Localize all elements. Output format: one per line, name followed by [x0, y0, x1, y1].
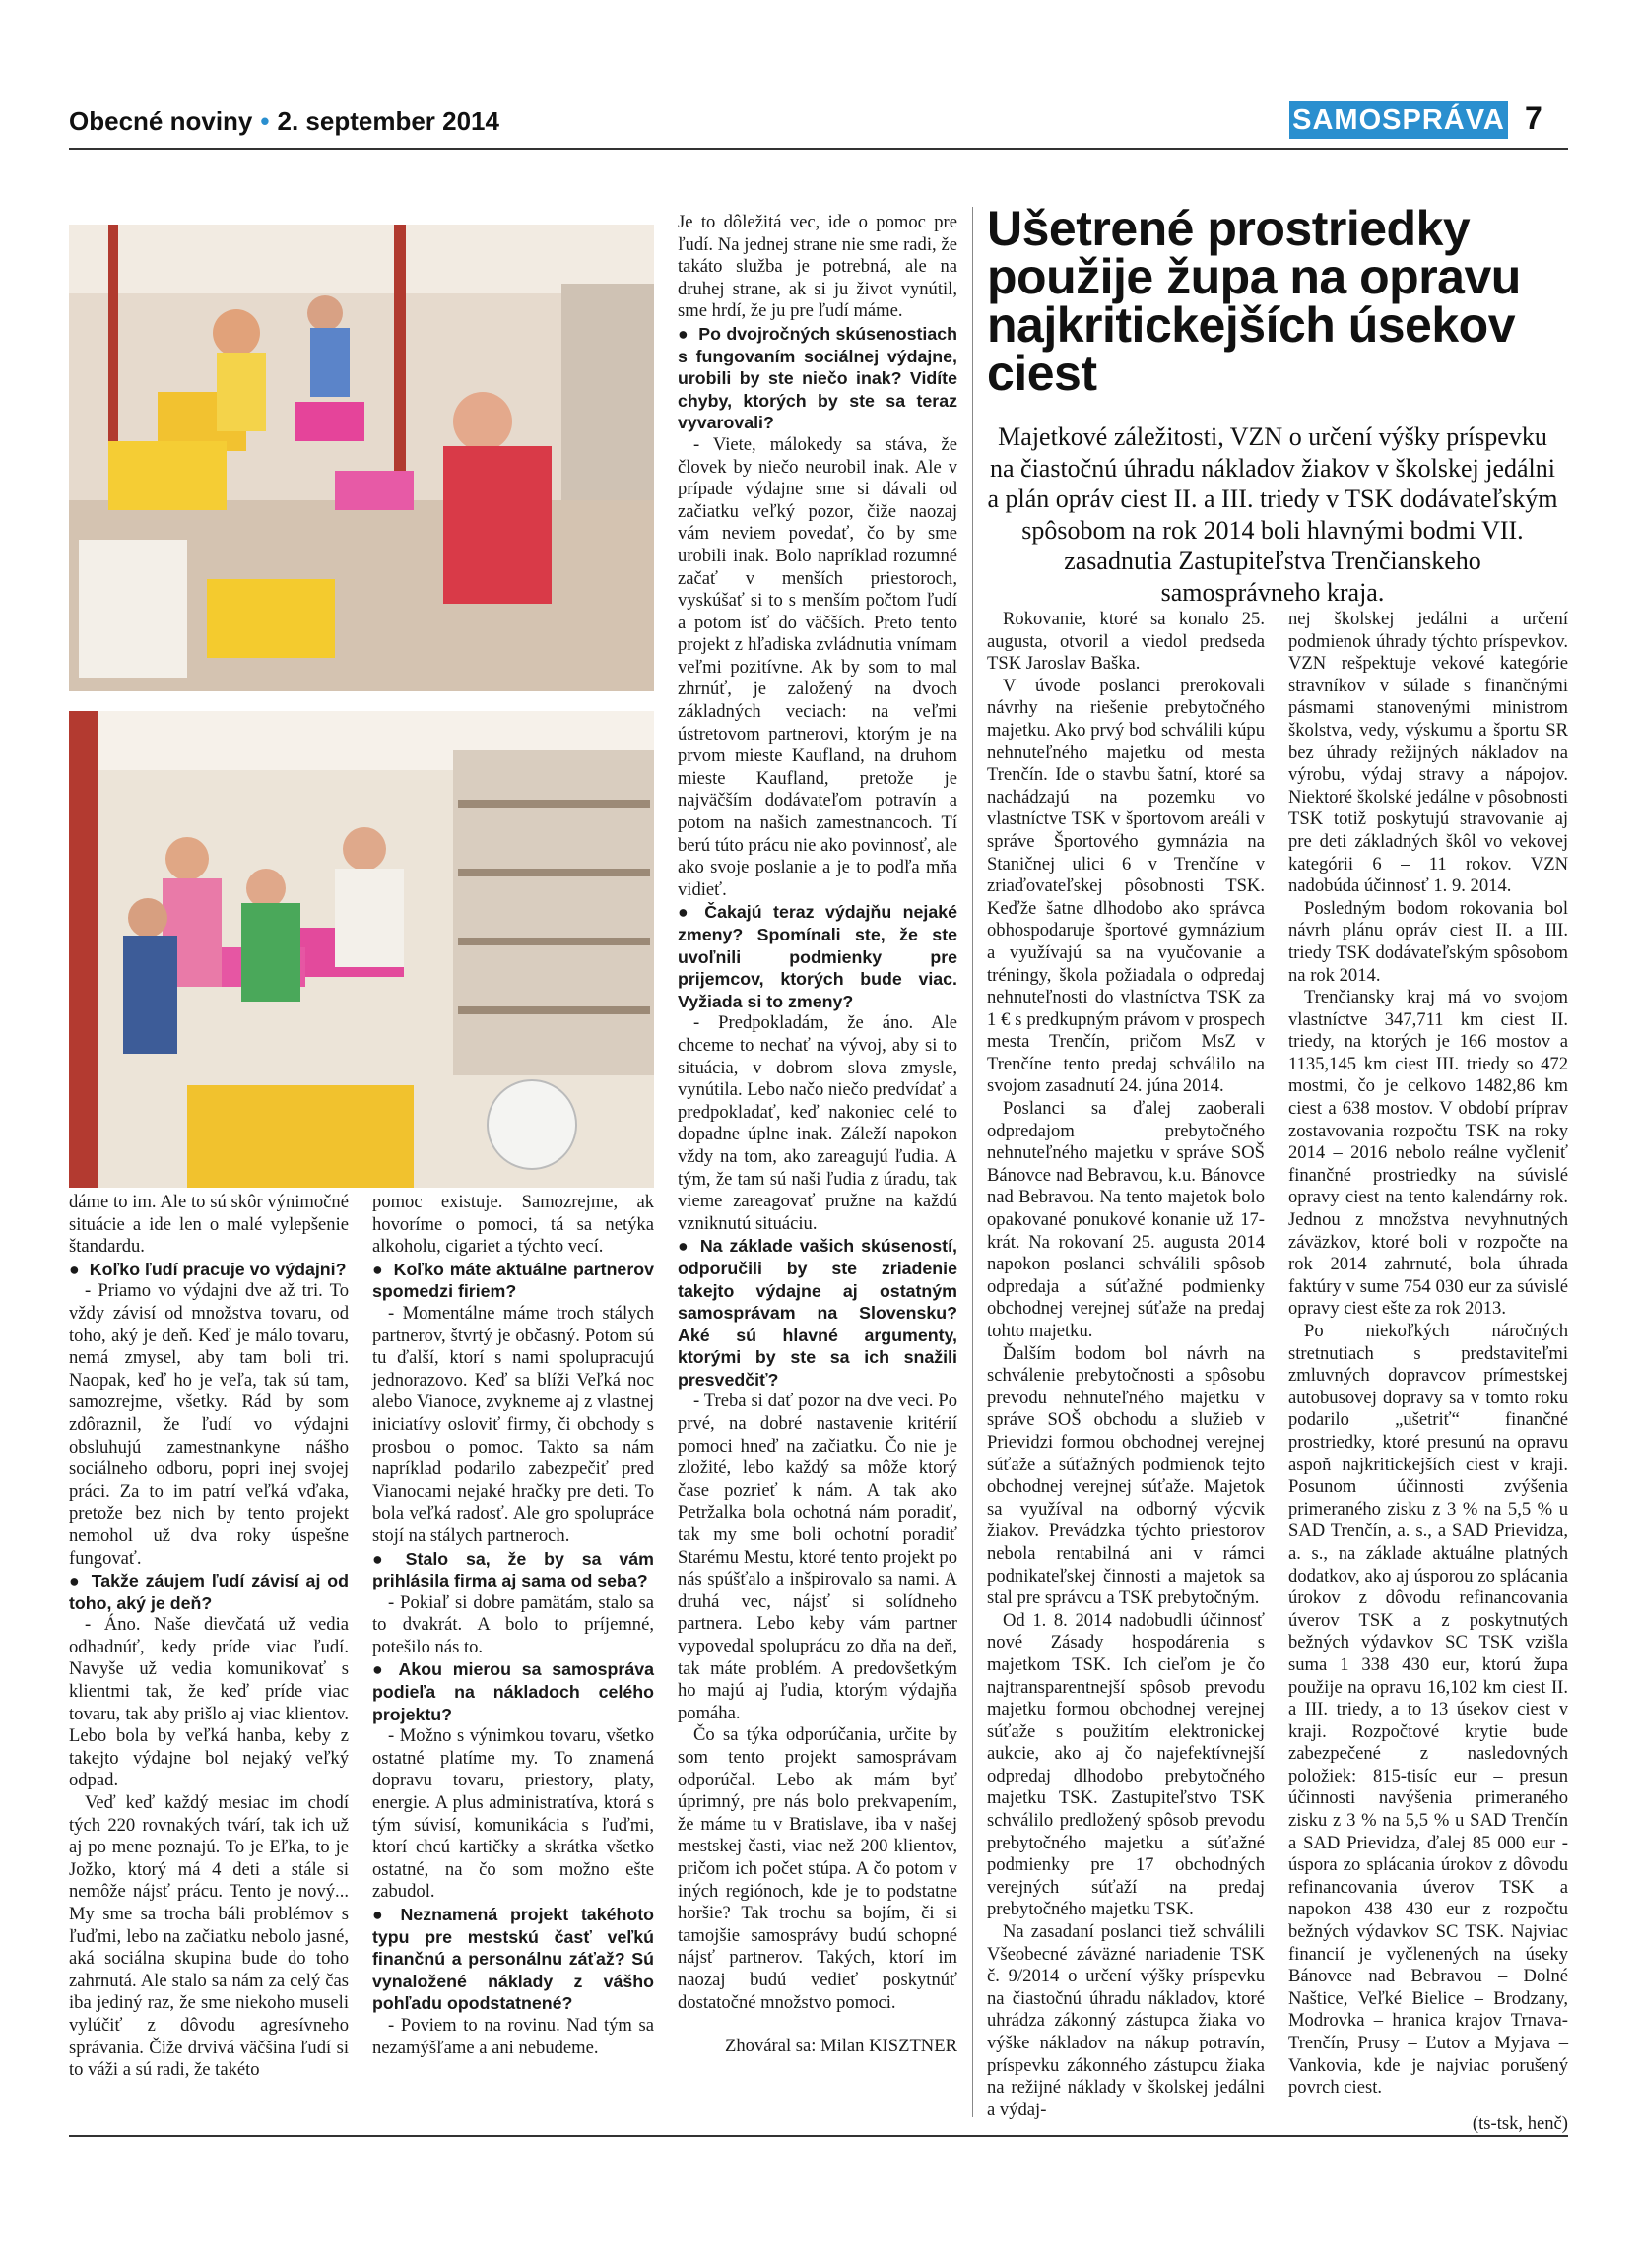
interview-question: ● Na základe vašich skúseností, odporučili by ste zriadenie takejto výdajne aj ostatným samosprávam na Slovensku? Aké sú hlavné argumenty, ktorými by ste sa ich snažili presvedčiť?	[678, 1235, 957, 1391]
paragraph: dáme to im. Ale to sú skôr výnimočné situácie a ide len o malé vylepšenie štandardu.	[69, 1192, 349, 1258]
author-signature: (ts-tsk, henč)	[1472, 2112, 1568, 2134]
interview-question: ● Po dvojročných skúsenostiach s fungovaním sociálnej výdajne, urobili by ste niečo inak? Vidíte chyby, ktorých by ste sa teraz vyvarovali?	[678, 323, 957, 434]
paragraph: - Viete, málokedy sa stáva, že človek by niečo neurobil inak. Ale v prípade výdajne sme si dávali od začiatku veľký pozor, čiže naozaj vám neviem povedať, čo by sme urobili inak. Bolo napríklad rozumné začať v menších priestoroch, vyskúšať si to s menším počtom ľudí a potom ísť do väčších. Preto tento projekt z hľadiska zvládnutia vnímam veľmi pozitívne. Ak by som to mal zhrnúť, je založený na dvoch základných veciach: na veľmi ústretovom partnerovi, ktorým je na prvom mieste Kaufland, na druhom mieste Kaufland, pretože je najväčším dodávateľom potravín a potom na našich zamestnancoch. Tí berú túto prácu nie ako povinnosť, ale ako svoje poslanie a je to podľa mňa vidieť.	[678, 433, 957, 900]
article-headline: Ušetrené prostriedky použije župa na opravu najkritickejších úsekov ciest	[987, 201, 1521, 401]
paragraph: - Treba si dať pozor na dve veci. Po prvé, na dobré nastavenie kritérií pomoci hneď na začiatku. Čo nie je zložité, lebo každý sa môže ktorý čase pozrieť k nám. A tak ako Petržalka bola ochotná nám poradiť, tak my sme boli ochotní poradiť Starému Mestu, ktoré tento projekt po nás spúšťalo a inšpirovalo sa nami. A druhá vec, nájsť si solídneho partnera. Lebo keby vám partner vypovedal spoluprácu zo dňa na deň, tak máte problém. A predovšetkým ho majú aj ľudia, ktorým výdajňa pomáha.	[678, 1391, 957, 1723]
paragraph: nej školskej jedálni a určení podmienok úhrady týchto príspevkov. VZN rešpektuje vekové kategórie stravníkov v súlade s finančnými pásmami stanovenými ministrom školstva, vedy, výskumu a športu SR bez úhrady režijných nákladov na výrobu, výdaj stravy a nápojov. Niektoré školské jedálne v pôsobnosti TSK totiž poskytujú stravovanie aj pre deti základných škôl vo vekovej kategórii 6 – 11 rokov. VZN nadobúda účinnosť 1. 9. 2014.	[1288, 609, 1568, 897]
publication-name: Obecné noviny	[69, 106, 253, 136]
section-label: SAMOSPRÁVA	[1289, 101, 1508, 139]
interviewer-byline: Zhováral sa: Milan KISZTNER	[725, 2036, 957, 2057]
paragraph: - Pokiaľ si dobre pamätám, stalo sa to dvakrát. A bolo to príjemné, potešilo nás to.	[372, 1591, 654, 1657]
interview-question: ● Neznamená projekt takéhoto typu pre mestskú časť veľkú finančnú a personálnu záťaž? Sú vynaložené náklady z vášho pohľadu opodstatnené?	[372, 1904, 654, 2015]
interview-question: ● Takže záujem ľudí závisí aj od toho, aký je deň?	[69, 1570, 349, 1614]
paragraph: Posledným bodom rokovania bol návrh plánu opráv ciest II. a III. triedy TSK dodávateľským spôsobom na rok 2014.	[1288, 897, 1568, 986]
footer-rule	[69, 2135, 1568, 2137]
paragraph: Od 1. 8. 2014 nadobudli účinnosť nové Zásady hospodárenia s majetkom TSK. Ich cieľom je čo najtransparentnejší spôsob prevodu majetku formou obchodnej verejnej súťaže s použitím elektronickej aukcie, ako aj čo najefektívnejší odpredaj dlhodobo prebytočného majetku TSK. Zastupiteľstvo TSK schválilo predložený spôsob prevodu prebytočného majetku a súťažné podmienky pre 17 obchodných verejných súťaží na predaj prebytočného majetku TSK.	[987, 1609, 1265, 1920]
interview-column-2	[372, 1192, 654, 2059]
paragraph: - Áno. Naše dievčatá už vedia odhadnúť, kedy príde viac ľudí. Navyše už vedia komunikovať s klientmi tak, že keď príde viac tovaru, tak aby prišlo aj viac klientov. Lebo bola by veľká hanba, keby z takejto výdajne bol nejaký veľký odpad.	[69, 1614, 349, 1791]
paragraph: Rokovanie, ktoré sa konalo 25. augusta, otvoril a viedol predseda TSK Jaroslav Baška.	[987, 609, 1265, 675]
food-bank-photo-bottom	[69, 711, 654, 1188]
paragraph: - Momentálne máme troch stálych partnerov, štvrtý je občasný. Potom sú tu ďalší, ktorí s nami spolupracujú jednorazovo. Keď sa blíži Veľká noc alebo Vianoce, zvykneme aj z vlastnej iniciatívy osloviť firmy, či obchody s prosbou o pomoc. Takto sa nám napríklad podarilo zabezpečiť pred Vianocami nejaké hračky pre deti. To bola veľká radosť. Ale gro spolupráce stojí na stálych partneroch.	[372, 1302, 654, 1546]
issue-date: 2. september 2014	[277, 106, 499, 136]
paragraph: Na zasadaní poslanci tiež schválili Všeobecné záväzné nariadenie TSK č. 9/2014 o určení výšky príspevku na čiastočnú úhradu nákladov, ktoré uhrádza zákonný zástupca žiaka vo výške nákladov na nákup potravín, príspevku zákonného zástupcu žiaka na režijné náklady v školskej jedálni a výdaj-	[987, 1921, 1265, 2120]
page-number: 7	[1525, 100, 1542, 136]
paragraph: pomoc existuje. Samozrejme, ak hovoríme o pomoci, tá sa netýka alkoholu, cigariet a týchto vecí.	[372, 1192, 654, 1258]
paragraph: Ďalším bodom bol návrh na schválenie prebytočnosti a spôsobu prevodu nehnuteľného majetku v správe SOŠ obchodu a služieb v Prievidzi formou obchodnej verejnej súťaže a súťažných podmienok tejto obchodnej verejnej súťaže. Majetok sa využíval na odborný výcvik žiakov. Prevádzka týchto priestorov nebola rentabilná ani v rámci podnikateľskej činnosti a majetok sa stal pre správcu a TSK prebytočným.	[987, 1342, 1265, 1609]
article-column-2	[1288, 609, 1568, 2135]
paragraph: Čo sa týka odporúčania, určite by som tento projekt samosprávam odporúčal. Lebo ak mám byť úprimný, pre nás bolo prekvapením, že máme tu v Bratislave, iba v našej mestskej časti, viac než 200 klientov, pričom ich počet stúpa. A čo potom v iných regiónoch, kde je to podstatne horšie? Tak trochu sa bojím, či si tamojšie samosprávy budú schopné nájsť partnerov. Takých, ktorí im naozaj budú vedieť poskytnúť dostatočné množstvo pomoci.	[678, 1724, 957, 2013]
interview-column-1	[69, 1192, 349, 2082]
column-divider	[972, 207, 973, 2117]
paragraph: V úvode poslanci prerokovali návrhy na riešenie prebytočného majetku. Ako prvý bod schválili kúpu nehnuteľného majetku od mesta Trenčín. Ide o stavbu šatní, ktoré sa nachádzajú na pozemku vo vlastníctve TSK v športovom areáli v správe Športového gymnázia na Staničnej ulici 6 v Trenčíne v zriaďovateľskej pôsobnosti TSK. Keďže šatne dlhodobo ako správca obhospodaruje športové gymnázium a využívajú sa na vyučovanie a tréningy, škola požiadala o odpredaj nehnuteľnosti do vlastníctva TSK za 1 € s predkupným právom v prospech mesta Trenčín, pričom MsZ v Trenčíne tento predaj schválilo na svojom zasadnutí 24. júna 2014.	[987, 675, 1265, 1097]
paragraph: - Predpokladám, že áno. Ale chceme to nechať na vývoj, aby si to situácia, v dobrom slova zmysle, vynútila. Lebo načo niečo predvídať a predpokladať, keď nakoniec celé to dopadne úplne inak. Záleží napokon vždy na tom, ako zareagujú ľudia. A tým, že tam sú naši ľudia z úradu, tak vieme zareagovať pružne na každú vzniknutú situáciu.	[678, 1012, 957, 1234]
paragraph: - Možno s výnimkou tovaru, všetko ostatné platíme my. To znamená dopravu tovaru, priestory, platy, energie. A plus administratíva, ktorá s tým súvisí, komunikácia s ľuďmi, ktorí chcú kartičky a skrátka všetko ostatné, na čo som možno ešte zabudol.	[372, 1725, 654, 1903]
paragraph: Po niekoľkých náročných stretnutiach s predstaviteľmi zmluvných dopravcov prímestskej autobusovej dopravy sa v tomto roku podarilo „ušetriť“ finančné prostriedky, ktoré presunú na opravu aspoň najkritickejších ciest v kraji. Posunom účinnosti zvýšenia primeraného zisku z 3 % na 5,5 % u SAD Trenčín, a. s., a SAD Prievidza, a. s., na základe aktuálne platných dodatkov, ako aj úsporou zo splácania úrokov z dôvodu refinancovania úverov TSK a z poskytnutých bežných výdavkov SC TSK vzišla suma 1 338 430 eur, ktorú župa použije na opravu 16,102 km ciest II. a III. triedy, a to 13 úsekov ciest v kraji. Rozpočtové krytie bude zabezpečené z nasledovných položiek: 815-tisíc eur – presun účinnosti navýšenia primeraného zisku z 3 % na 5,5 % u SAD Trenčín a SAD Prievidza, ďalej 85 000 eur - úspora zo splácania úrokov z dôvodu refinancovania úverov TSK a napokon 438 430 eur z rozpočtu bežných výdavkov SC TSK. Najviac financií je vyčlenených na úseky Bánovce nad Bebravou – Dolné Naštice, Veľké Bielice – Brodzany, Modrovka – hranica krajov Trnava-Trenčín, Prusy – Ľutov a Myjava – Vankovia, kde je najviac porušený povrch ciest.	[1288, 1321, 1568, 2099]
paragraph: Poslanci sa ďalej zaoberali odpredajom prebytočného nehnuteľného majetku v správe SOŠ Bánovce nad Bebravou, k.u. Bánovce nad Bebravou. Na tento majetok bolo opakované ponukové konanie už 17-krát. Na rokovaní 25. augusta 2014 napokon poslanci schválili spôsob odpredaja a súťažné podmienky obchodnej verejnej súťaže na predaj tohto majetku.	[987, 1098, 1265, 1341]
interview-question: ● Koľko máte aktuálne partnerov spomedzi firiem?	[372, 1259, 654, 1303]
interview-column-3	[678, 212, 957, 2058]
article-column-1	[987, 609, 1265, 2121]
interview-question: ● Akou mierou sa samospráva podieľa na nákladoch celého projektu?	[372, 1658, 654, 1725]
header-rule	[69, 148, 1568, 150]
masthead	[69, 106, 499, 137]
article-lead: Majetkové záležitosti, VZN o určení výšky príspevku na čiastočnú úhradu nákladov žiakov v školskej jedálni a plán opráv ciest II. a III. triedy v TSK dodávateľským spôsobom na rok 2014 boli hlavnými bodmi VII. zasadnutia Zastupiteľstva Trenčianskeho samosprávneho kraja.	[987, 422, 1558, 607]
paragraph: Veď keď každý mesiac im chodí tých 220 rovnakých tvárí, tak ich už aj po mene poznajú. To je Eľka, to je Jožko, ktorý má 4 deti a stále si nemôže nájsť prácu. Tento je nový... My sme sa trocha báli problémov s ľuďmi, lebo na začiatku nebolo jasné, aká sociálna skupina bude do toho zahrnutá. Ale stalo sa nám za celý čas iba jediný raz, že sme niekoho museli vylúčiť z dôvodu agresívneho správania. Čiže drvivá väčšina ľudí si to váži a sú radi, že takéto	[69, 1792, 349, 2081]
separator-dot: •	[260, 106, 270, 136]
paragraph: Trenčiansky kraj má vo svojom vlastníctve 347,711 km ciest II. triedy, na ktorých je 166 mostov a 1135,145 km ciest III. triedy so 472 mostmi, čo je celkovo 1482,86 km ciest a 638 mostov. V období príprav zostavovania rozpočtu TSK na roky 2014 – 2016 nebolo reálne vyčleniť finančné prostriedky na súvislé opravy ciest na tento kalendárny rok. Jednou z množstva nevyhnutných záväzkov, ktoré boli v rozpočte na rok 2014 zahrnuté, bola úhrada faktúry v sume 754 030 eur za súvislé opravy ciest ešte za rok 2013.	[1288, 987, 1568, 1320]
interview-question: ● Stalo sa, že by sa vám prihlásila firma aj sama od seba?	[372, 1548, 654, 1592]
paragraph: - Priamo vo výdajni dve až tri. To vždy závisí od množstva tovaru, od toho, aký je deň. Keď je málo tovaru, nemá zmysel, aby tam boli tri. Naopak, keď ho je veľa, tak sú tam, samozrejme, všetky. Rád by som zdôraznil, že ľudí vo výdajni obsluhujú zamestnankyne nášho sociálneho odboru, popri inej svojej práci. Za to im patrí veľká vďaka, pretože bez nich by tento projekt nemohol už dva roky úspešne fungovať.	[69, 1280, 349, 1569]
interview-question: ● Čakajú teraz výdajňu nejaké zmeny? Spomínali ste, že ste uvoľnili podmienky pre prijemcov, ktorých bude viac. Vyžiada si to zmeny?	[678, 901, 957, 1012]
paragraph: Je to dôležitá vec, ide o pomoc pre ľudí. Na jednej strane nie sme radi, že takáto služba je potrebná, ale na druhej strane, ak si ju život vynútil, sme hrdí, že ju pre ľudí máme.	[678, 212, 957, 322]
paragraph: - Poviem to na rovinu. Nad tým sa nezamýšľame a ani nebudeme.	[372, 2014, 654, 2058]
interview-question: ● Koľko ľudí pracuje vo výdajni?	[69, 1259, 349, 1281]
food-bank-photo-top	[69, 225, 654, 691]
